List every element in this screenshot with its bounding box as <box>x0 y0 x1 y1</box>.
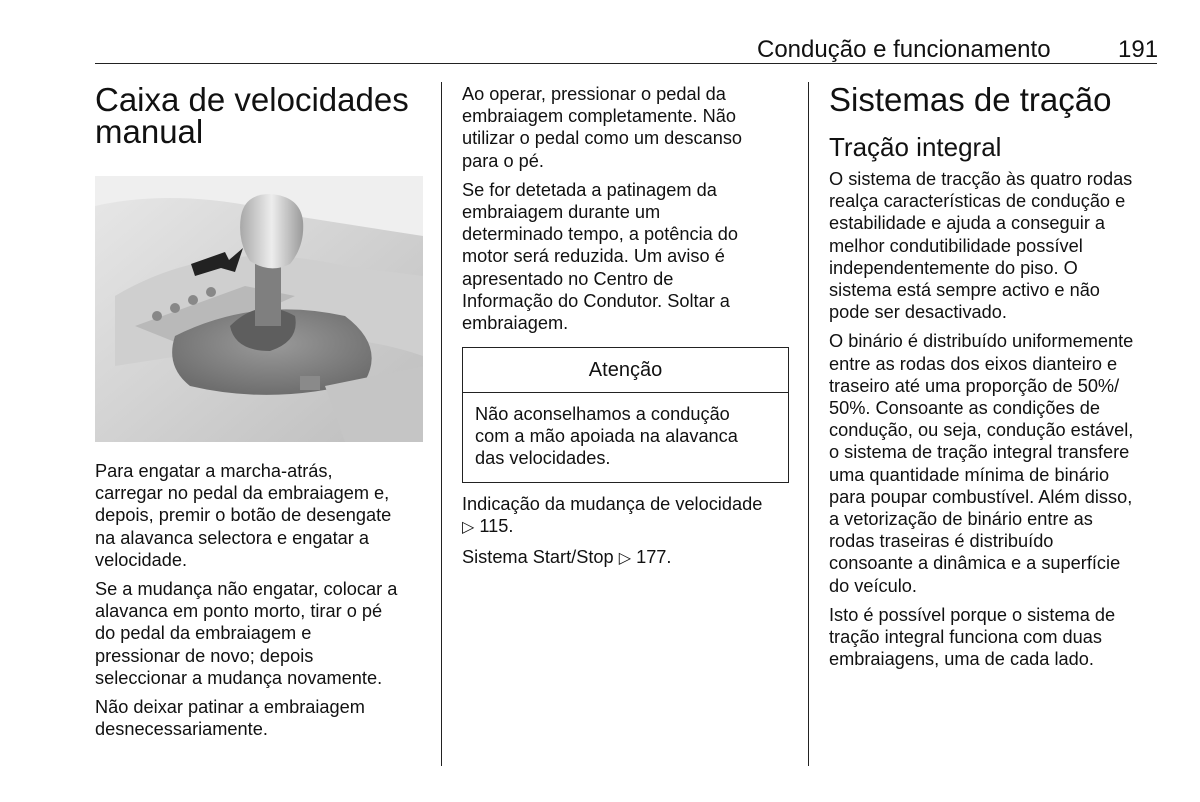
arrow-reference-icon: ▷ <box>618 550 632 568</box>
text-line: Se for detetada a patinagem da <box>462 179 717 200</box>
paragraph-clutch-slip-detected <box>462 179 797 334</box>
warning-text <box>463 393 788 470</box>
text-line: na alavanca selectora e engatar a <box>95 527 370 548</box>
text-line: O sistema de tracção às quatro rodas <box>829 169 1133 189</box>
text-line: para o pé. <box>462 150 544 171</box>
heading-line: Caixa de velocidades <box>95 81 409 118</box>
warning-heading: Atenção <box>463 348 788 393</box>
text-line: das velocidades. <box>475 448 611 469</box>
column-divider-right <box>808 82 809 766</box>
text-line: O binário é distribuído uniformemente <box>829 331 1134 352</box>
paragraph-clutch-slip <box>95 696 430 740</box>
gear-lever-illustration <box>95 176 423 442</box>
text-line: independentemente do piso. O <box>829 257 1078 278</box>
text-line: para poupar combustível. Além disso, <box>829 486 1133 507</box>
paragraph-two-clutches <box>829 604 1164 671</box>
text-line: Isto é possível porque o sistema de <box>829 604 1116 625</box>
text-line: Não deixar patinar a embraiagem <box>95 697 365 718</box>
text-line: com a mão apoiada na alavanca <box>475 426 738 447</box>
paragraph-torque-distribution <box>829 330 1164 596</box>
left-body-text <box>95 460 430 747</box>
paragraph-operate-pedal <box>462 83 797 172</box>
text-line: estabilidade e ajuda a conseguir a <box>829 213 1106 234</box>
warning-box <box>462 347 789 483</box>
text-line: Informação do Condutor. Soltar a <box>462 290 730 311</box>
text-line: Não aconselhamos a condução <box>475 404 730 424</box>
right-column <box>829 81 1164 677</box>
text-line: do pedal da embraiagem e <box>95 623 312 644</box>
column-divider-left <box>441 82 442 766</box>
reference-start-stop[interactable] <box>462 546 797 570</box>
text-line: tração integral funciona com duas <box>829 627 1102 648</box>
text-line: motor será reduzida. Um aviso é <box>462 246 725 267</box>
text-line: do veículo. <box>829 575 917 596</box>
running-header-section: Condução e funcionamento <box>757 36 1051 63</box>
heading-line: manual <box>95 113 204 150</box>
text-line: sistema está sempre activo e não <box>829 280 1100 301</box>
text-line: depois, premir o botão de desengate <box>95 505 392 526</box>
text-line: uma quantidade mínima de binário <box>829 464 1110 485</box>
text-line: pode ser desactivado. <box>829 302 1007 323</box>
text-line: desnecessariamente. <box>95 719 268 740</box>
arrow-reference-icon: ▷ <box>462 519 475 537</box>
reference-line <box>462 515 797 539</box>
text-line: traseiro até uma proporção de 50%/ <box>829 375 1120 396</box>
header-rule <box>95 63 1157 64</box>
paragraph-gear-not-engaging <box>95 578 430 689</box>
text-line: carregar no pedal da embraiagem e, <box>95 483 390 504</box>
cross-references <box>462 493 797 578</box>
page-number: 191 <box>1118 36 1159 63</box>
text-line: condução, ou seja, condução estável, <box>829 420 1134 441</box>
text-line: rodas traseiras é distribuído <box>829 531 1054 552</box>
text-line: Para engatar a marcha-atrás, <box>95 461 333 481</box>
reference-gear-shift-indication[interactable] <box>462 493 797 539</box>
text-line: o sistema de tração integral transfere <box>829 442 1130 463</box>
gear-lever-image <box>95 176 423 442</box>
paragraph-awd-description <box>829 168 1164 323</box>
text-line: melhor condutibilidade possível <box>829 235 1083 256</box>
section-heading-manual-gearbox <box>95 81 409 150</box>
text-line: a vetorização de binário entre as <box>829 509 1093 530</box>
reference-page[interactable]: 177. <box>636 547 672 568</box>
subheading-all-wheel-drive: Tração integral <box>829 132 1002 162</box>
text-line: apresentado no Centro de <box>462 268 674 289</box>
text-line: embraiagem durante um <box>462 202 661 223</box>
paragraph-reverse-gear <box>95 460 430 571</box>
text-line: embraiagem completamente. Não <box>462 106 736 127</box>
text-line: seleccionar a mudança novamente. <box>95 667 383 688</box>
text-line: realça características de condução e <box>829 191 1126 212</box>
reference-page[interactable]: 115. <box>479 516 514 537</box>
text-line: embraiagens, uma de cada lado. <box>829 649 1094 670</box>
text-line: entre as rodas dos eixos dianteiro e <box>829 353 1118 374</box>
text-line: pressionar de novo; depois <box>95 645 314 666</box>
text-line: determinado tempo, a potência do <box>462 224 739 245</box>
text-line: alavanca em ponto morto, tirar o pé <box>95 601 383 622</box>
text-line: Indicação da mudança de velocidade <box>462 494 763 514</box>
text-line: utilizar o pedal como um descanso <box>462 128 743 149</box>
text-line: embraiagem. <box>462 313 569 334</box>
text-line: Se a mudança não engatar, colocar a <box>95 579 398 600</box>
text-line: consoante a dinâmica e a superfície <box>829 553 1121 574</box>
middle-column <box>462 83 797 341</box>
reference-text: Sistema Start/Stop <box>462 547 614 568</box>
text-line: 50%. Consoante as condições de <box>829 398 1100 419</box>
text-line: Ao operar, pressionar o pedal da <box>462 84 726 104</box>
text-line: velocidade. <box>95 549 188 570</box>
section-heading-traction-systems: Sistemas de tração <box>829 81 1112 118</box>
